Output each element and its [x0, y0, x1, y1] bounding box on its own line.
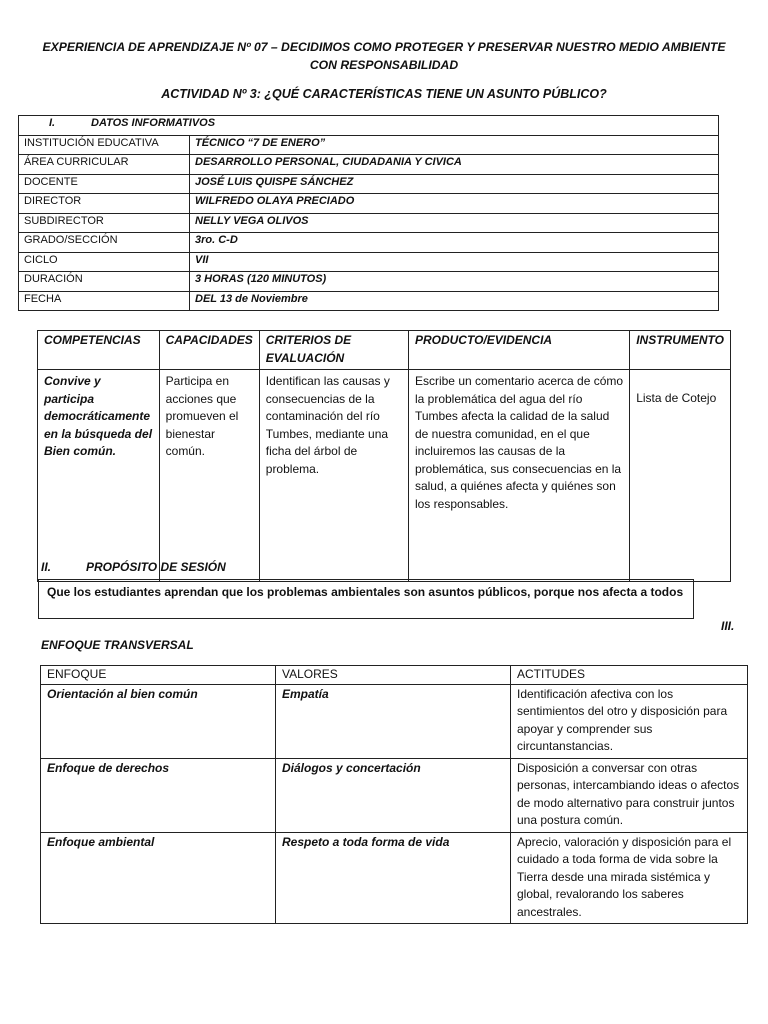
table-row — [41, 832, 748, 924]
header-actitudes: ACTITUDES — [511, 666, 748, 685]
competencia-cell: Convive y participa democráticamente en la búsqueda del Bien común. — [38, 370, 160, 582]
row-value: DEL 13 de Noviembre — [190, 291, 719, 311]
table-row — [19, 174, 719, 194]
row-key: GRADO/SECCIÓN — [19, 233, 190, 253]
criterio-cell: Identifican las causas y consecuencias de la contaminación del río Tumbes, mediante una ficha del árbol de problema. — [259, 370, 408, 582]
datos-informativos-table — [18, 115, 719, 311]
table-header-row — [41, 666, 748, 685]
row-value: 3 HORAS (120 MINUTOS) — [190, 272, 719, 292]
table-row — [19, 252, 719, 272]
activity-title: ACTIVIDAD Nº 3: ¿QUÉ CARACTERÍSTICAS TIENE UN ASUNTO PÚBLICO? — [161, 87, 607, 101]
valor-cell: Empatía — [276, 684, 511, 758]
table-row — [19, 194, 719, 214]
row-key: FECHA — [19, 291, 190, 311]
row-value: VII — [190, 252, 719, 272]
proposito-heading — [41, 560, 226, 574]
row-key: INSTITUCIÓN EDUCATIVA — [19, 135, 190, 155]
header-criterios: CRITERIOS DE EVALUACIÓN — [259, 331, 408, 370]
row-key: DIRECTOR — [19, 194, 190, 214]
enfoque-heading: ENFOQUE TRANSVERSAL — [41, 638, 194, 652]
table-row — [41, 684, 748, 758]
table-row — [19, 291, 719, 311]
header-enfoque: ENFOQUE — [41, 666, 276, 685]
enfoque-cell: Enfoque ambiental — [41, 832, 276, 924]
row-key: SUBDIRECTOR — [19, 213, 190, 233]
producto-cell: Escribe un comentario acerca de cómo la problemática del agua del río Tumbes afecta la calidad de la salud de nuestra comunidad, en el que incluiremos las causas de la problemática, sus consecuencias en la salud, a quiénes afecta y quiénes son los responsables. — [408, 370, 629, 582]
table-row — [38, 370, 731, 582]
header-competencias: COMPETENCIAS — [38, 331, 160, 370]
table-row — [19, 155, 719, 175]
capacidad-cell: Participa en acciones que promueven el bienestar común. — [159, 370, 259, 582]
document-title: EXPERIENCIA DE APRENDIZAJE Nº 07 – DECIDIMOS COMO PROTEGER Y PRESERVAR NUESTRO MEDIO AMBIENTE CON RESPONSABILIDAD — [42, 40, 726, 72]
row-key: CICLO — [19, 252, 190, 272]
header-producto: PRODUCTO/EVIDENCIA — [408, 331, 629, 370]
row-value: TÉCNICO “7 DE ENERO” — [190, 135, 719, 155]
competencias-table — [37, 330, 731, 582]
row-key: DURACIÓN — [19, 272, 190, 292]
row-value: DESARROLLO PERSONAL, CIUDADANIA Y CIVICA — [190, 155, 719, 175]
table-row — [19, 213, 719, 233]
enfoque-cell: Orientación al bien común — [41, 684, 276, 758]
header-valores: VALORES — [276, 666, 511, 685]
proposito-text: Que los estudiantes aprendan que los problemas ambientales son asuntos públicos, porque nos afecta a todos — [38, 579, 694, 619]
datos-heading-label: DATOS INFORMATIVOS — [91, 117, 216, 129]
actitud-cell: Aprecio, valoración y disposición para el cuidado a toda forma de vida sobre la Tierra desde una mirada sistémica y global, revalorando los saberes ancestrales. — [511, 832, 748, 924]
actitud-cell: Identificación afectiva con los sentimientos del otro y disposición para apoyar y comprender sus circuntanstancias. — [511, 684, 748, 758]
valor-cell: Respeto a toda forma de vida — [276, 832, 511, 924]
valor-cell: Diálogos y concertación — [276, 758, 511, 832]
row-value: WILFREDO OLAYA PRECIADO — [190, 194, 719, 214]
table-row — [19, 233, 719, 253]
actitud-cell: Disposición a conversar con otras personas, intercambiando ideas o afectos de modo alternativo para construir juntos una postura común. — [511, 758, 748, 832]
row-key: DOCENTE — [19, 174, 190, 194]
datos-number: I. — [49, 117, 56, 129]
row-value: NELLY VEGA OLIVOS — [190, 213, 719, 233]
proposito-number: II. — [41, 560, 52, 574]
table-row — [19, 272, 719, 292]
enfoque-number: III. — [721, 619, 735, 633]
datos-heading — [19, 116, 719, 136]
header-capacidades: CAPACIDADES — [159, 331, 259, 370]
header-instrumento: INSTRUMENTO — [630, 331, 731, 370]
table-row — [41, 758, 748, 832]
row-value: JOSÉ LUIS QUISPE SÁNCHEZ — [190, 174, 719, 194]
table-row — [19, 135, 719, 155]
enfoque-cell: Enfoque de derechos — [41, 758, 276, 832]
proposito-heading-label: PROPÓSITO DE SESIÓN — [86, 560, 226, 574]
row-key: ÁREA CURRICULAR — [19, 155, 190, 175]
enfoque-table — [40, 665, 748, 924]
row-value: 3ro. C-D — [190, 233, 719, 253]
table-header-row — [38, 331, 731, 370]
instrumento-cell: Lista de Cotejo — [630, 370, 731, 582]
